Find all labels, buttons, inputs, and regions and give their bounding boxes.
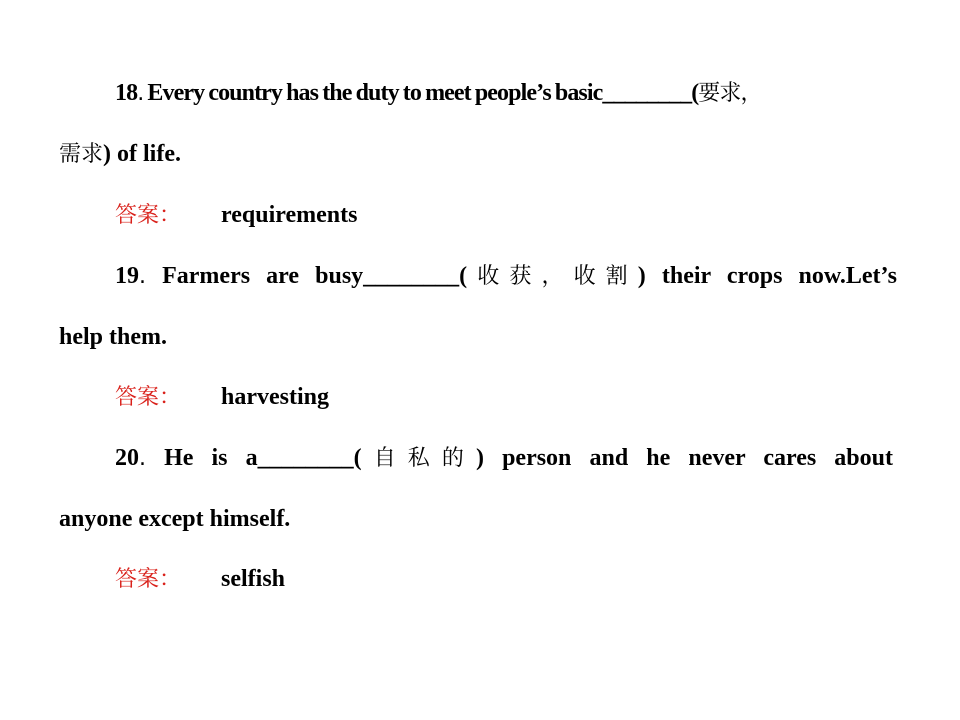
question-number: 18 — [115, 80, 138, 106]
question-text: ) person and he never cares about — [475, 445, 893, 471]
question-19-line-2 — [59, 317, 897, 357]
number-separator: . — [139, 264, 146, 289]
question-text: Farmers are busy — [162, 263, 364, 289]
hint-open-paren: ( — [691, 80, 699, 106]
question-text: Every country has the duty to meet people’s basic — [147, 80, 603, 106]
answer-20 — [115, 559, 897, 599]
question-text: ) their crops now.Let’s — [637, 263, 897, 289]
question-text: He is a — [164, 445, 258, 471]
hint-open-paren: ( — [459, 263, 468, 289]
answer-label: 答案： — [115, 385, 182, 410]
answer-text: requirements — [221, 202, 358, 228]
question-18-line-2 — [59, 134, 897, 174]
question-20-line-1 — [115, 438, 893, 478]
answer-text: selfish — [221, 566, 286, 592]
answer-label: 答案： — [115, 203, 182, 228]
answer-19 — [115, 377, 897, 417]
answer-blank: ________ — [363, 263, 460, 289]
chinese-hint: 要求， — [698, 81, 762, 106]
chinese-hint: 需求 — [59, 142, 104, 167]
answer-label: 答案： — [115, 567, 182, 592]
answer-blank: ________ — [257, 445, 354, 471]
question-text: help them. — [59, 324, 167, 350]
number-separator: . — [139, 446, 146, 471]
question-18-line-1 — [115, 73, 897, 113]
answer-text: harvesting — [221, 384, 329, 410]
question-19-line-1 — [115, 256, 897, 296]
question-text: anyone except himself. — [59, 506, 291, 532]
question-20-line-2 — [59, 499, 897, 539]
answer-blank: ________ — [602, 80, 692, 106]
question-number: 20 — [115, 445, 139, 471]
chinese-hint: 收获，收割 — [467, 264, 638, 289]
chinese-hint: 自私的 — [361, 446, 476, 471]
answer-18 — [115, 195, 897, 235]
question-text: ) of life. — [103, 141, 181, 167]
question-number: 19 — [115, 263, 139, 289]
number-separator: . — [137, 81, 144, 106]
hint-open-paren: ( — [353, 445, 362, 471]
